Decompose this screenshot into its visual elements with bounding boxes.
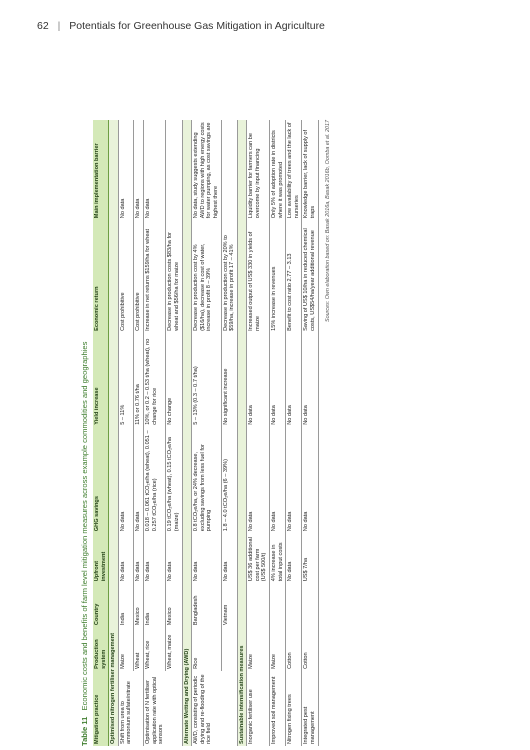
table-cell: US$ 36 additional cost per farm (US$ 500/t)	[247, 533, 270, 583]
table-cell: 10%, or 0.2 – 0.53 t/ha (wheat), no change for rice	[144, 333, 166, 427]
table-cell: AWD, consisting of periodic drying and re-flooding of the rice field	[193, 674, 213, 744]
table-cell: No data	[144, 120, 166, 220]
table-cell: No data	[192, 533, 221, 583]
page-header	[37, 20, 325, 32]
table-cell: No data	[134, 427, 144, 533]
table-cell: Vietnam	[221, 583, 237, 627]
table-cell: No data	[118, 120, 134, 220]
table-cell: No data	[286, 333, 302, 427]
table-cell: 0.018 – 0.061 tCO₂e/ha (wheat), 0.051 – 0.257 tCO₂e/ha (rice)	[144, 427, 166, 533]
running-title: Potentials for Greenhouse Gas Mitigation in Agriculture	[69, 20, 325, 32]
table-cell	[302, 583, 318, 627]
table-cell: No data	[118, 533, 134, 583]
table-row	[286, 120, 302, 746]
table-cell: India	[118, 583, 134, 627]
table-cell	[270, 583, 286, 627]
table-cell: No data, study suggests extending AWD to regions with high energy costs for water pumping, as cost savings are highest there	[192, 120, 221, 220]
table-cell: No data	[270, 427, 286, 533]
table-cell: Cost prohibitive	[118, 220, 134, 333]
table-cell: No data	[286, 533, 302, 583]
table-cell: 15% increase in revenues	[270, 220, 286, 333]
section-header-row	[109, 120, 119, 746]
table-cell: Wheat	[134, 627, 144, 671]
table-cell	[286, 583, 302, 627]
table-cell: Benefit to cost ratio 2.77 – 3.13	[286, 220, 302, 333]
table-row	[192, 120, 221, 746]
table-cell: Decrease in production costs $83/ha for wheat and $56/ha for maize	[166, 220, 182, 333]
column-header: Production system	[93, 627, 109, 671]
table-caption	[80, 120, 90, 746]
table-cell: No data	[166, 533, 182, 583]
section-header-row	[237, 120, 247, 746]
table-cell: Improved soil management	[270, 671, 286, 746]
column-header: Yield increase	[93, 333, 109, 427]
column-header: Country	[93, 583, 109, 627]
section-header-row	[182, 120, 192, 746]
table-cell	[221, 120, 237, 220]
table-cell: US$ 7/ha	[302, 533, 318, 583]
table-cell: No data	[247, 427, 270, 533]
table-cell: No data	[144, 533, 166, 583]
table-cell: Increased output of US$ 330 in yields of maize	[247, 220, 270, 333]
table-cell: No data	[134, 533, 144, 583]
section-title: Alternate Wetting and Drying (AWD)	[182, 120, 192, 746]
table-cell	[134, 671, 144, 746]
page-number: 62	[37, 20, 49, 32]
table-cell: Bangladesh	[192, 583, 221, 627]
table-cell: Integrated pest management	[302, 671, 318, 746]
table-row	[302, 120, 318, 746]
table-cell: Shift from urea to ammonium sulfate/nitrate	[119, 681, 133, 744]
table-cell: Liquidity barrier for farmers can be overcome by input financing	[247, 120, 270, 220]
table-cell: Maize	[247, 627, 270, 671]
table-cell: Decrease in production cost by 4% ($16/ha), decrease in cost of water, increase in profit 8 – 39%	[192, 220, 221, 333]
table-cell: Low availability of trees and the lack of nurseries	[286, 120, 302, 220]
table-cell: Cost prohibitive	[134, 220, 144, 333]
table-cell: Optimisation of N fertiliser application rate with optical sensors	[145, 676, 165, 744]
table-cell: Saving of US$ 10/ha in reduced chemical costs, US$54/ha/year additional revenue	[302, 220, 318, 333]
table-row	[144, 120, 166, 746]
table-cell: No data	[302, 427, 318, 533]
section-title: Optimised nitrogen fertiliser management	[109, 120, 119, 746]
table-row	[270, 120, 286, 746]
table-cell: Only 5% of adoption rate in districts where it was promoted	[270, 120, 286, 220]
table-cell: Increase in net returns $159/ha for wheat	[144, 220, 166, 333]
table-row	[166, 120, 182, 746]
table-cell: No significant increase	[221, 333, 237, 427]
table-cell: Wheat, rice	[144, 627, 166, 671]
table-cell: Wheat, maize	[166, 627, 182, 671]
table-cell: 4% increase in total input costs	[270, 533, 286, 583]
column-header: GHG savings	[93, 427, 109, 533]
table-cell: No data	[118, 427, 134, 533]
table-cell: No data	[270, 333, 286, 427]
column-header: Mitigation practice	[93, 671, 109, 746]
table-cell: Knowledge barrier, lack of supply of traps	[302, 120, 318, 220]
section-title: Sustainable intensification measures	[237, 120, 247, 746]
table-cell: No data	[134, 120, 144, 220]
table-cell: No data	[221, 533, 237, 583]
table-header-row	[93, 120, 109, 746]
table-row	[134, 120, 144, 746]
table-cell: 1.8 – 4.0 tCO₂e/ha (6 – 39%)	[221, 427, 237, 533]
table-body	[109, 120, 318, 746]
table-cell: Maize	[270, 627, 286, 671]
table-cell: 11% or 0.76 t/ha	[134, 333, 144, 427]
header-separator: |	[57, 20, 61, 32]
rotated-table-block	[80, 120, 490, 746]
table-cell	[221, 671, 237, 746]
table-cell: Cotton	[286, 627, 302, 671]
table-cell: 5 – 13% (0.3 – 0.7 t/ha)	[192, 333, 221, 427]
table-cell	[221, 627, 237, 671]
column-header: Main implementation barrier	[93, 120, 109, 220]
table-cell	[247, 583, 270, 627]
table-cell: Mexico	[134, 583, 144, 627]
column-header: Economic return	[93, 220, 109, 333]
table-row	[118, 120, 134, 746]
table-cell: Maize	[118, 627, 134, 671]
table-cell	[166, 671, 182, 746]
table-number: Table 11	[80, 716, 89, 746]
table-cell: Mexico	[166, 583, 182, 627]
column-header: Upfront investment	[93, 533, 109, 583]
table-cell: 0.19 tCO₂e/ha (wheat), 0.15 tCO₂e/ha (maize)	[166, 427, 182, 533]
table-cell: No data	[286, 427, 302, 533]
table-title: Economic costs and benefits of farm level mitigation measures across example commodities and geographies	[80, 341, 89, 711]
table-cell: Nitrogen fixing trees	[286, 671, 302, 746]
table-cell: 5 – 11%	[118, 333, 134, 427]
table-cell: Rice	[192, 627, 221, 671]
table-cell: Cotton	[302, 627, 318, 671]
table-source: Sources: Own elaboration based on: Basak 2016a, Basak 2016b, Oomba et al. 2017	[324, 120, 331, 322]
table-cell: Decrease in production cost by 20% to $59/ha, increase in profit 17 – 41%	[221, 220, 237, 333]
table-cell: No data	[302, 333, 318, 427]
table-cell: 0.8 tCO₂e/ha, or 24% decrease, excluding savings from less fuel for pumping	[192, 427, 221, 533]
table-cell: India	[144, 583, 166, 627]
table-cell	[166, 120, 182, 220]
mitigation-table	[93, 120, 319, 746]
table-cell: Inorganic fertiliser use	[247, 671, 270, 746]
table-cell: No data	[247, 333, 270, 427]
table-row	[247, 120, 270, 746]
table-cell: No change	[166, 333, 182, 427]
table-row	[221, 120, 237, 746]
